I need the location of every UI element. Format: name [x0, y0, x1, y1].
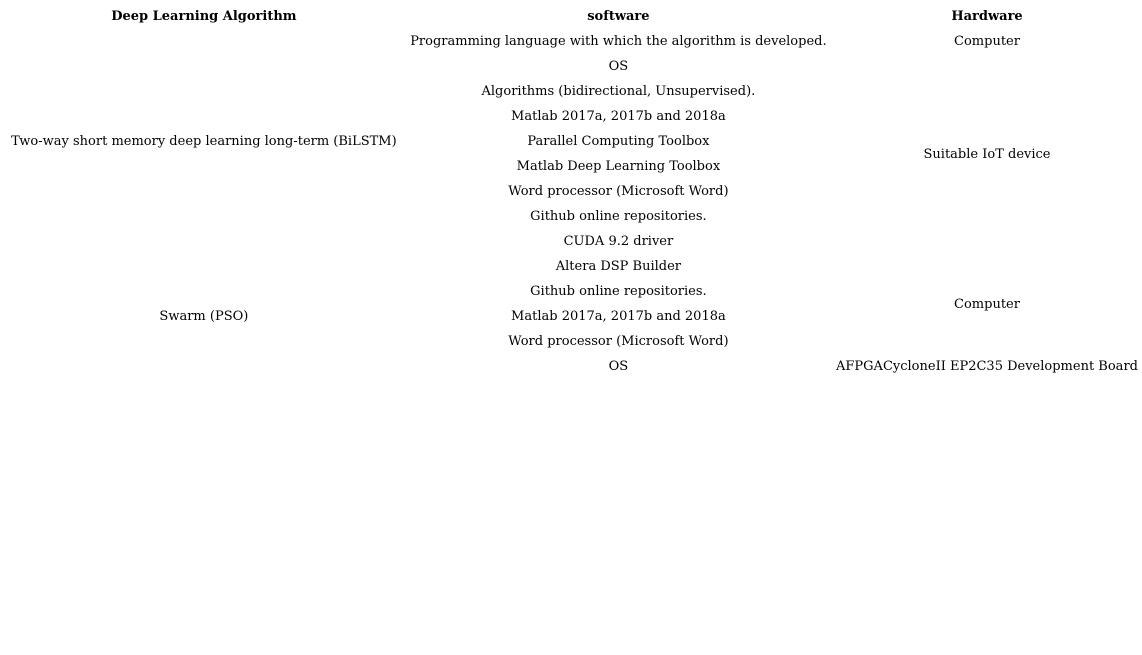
software-cell: OS — [608, 359, 629, 374]
software-hardware-table — [3, 4, 1142, 379]
hardware-cell: Computer — [954, 296, 1020, 312]
software-cell: Word processor (Microsoft Word) — [508, 334, 729, 349]
software-cell: Word processor (Microsoft Word) — [508, 184, 729, 199]
software-cell: OS — [608, 59, 629, 74]
software-cell: Matlab 2017a, 2017b and 2018a — [511, 309, 726, 324]
software-cell: Matlab Deep Learning Toolbox — [516, 159, 721, 174]
software-cell: CUDA 9.2 driver — [563, 234, 674, 249]
software-cell: Github online repositories. — [530, 209, 707, 224]
page — [0, 4, 1142, 655]
hardware-cell: AFPGACycloneII EP2C35 Development Board — [836, 359, 1138, 374]
header-algorithm: Deep Learning Algorithm — [111, 9, 297, 24]
algorithm-cell: Swarm (PSO) — [159, 309, 249, 324]
software-cell: Altera DSP Builder — [555, 259, 682, 274]
hardware-cell: Computer — [954, 34, 1020, 49]
software-cell: Github online repositories. — [530, 284, 707, 299]
software-cell: Matlab 2017a, 2017b and 2018a — [511, 109, 726, 124]
table-row — [3, 254, 1142, 279]
software-cell: Algorithms (bidirectional, Unsupervised). — [481, 84, 756, 99]
header-hardware: Hardware — [951, 9, 1023, 24]
software-cell: Parallel Computing Toolbox — [527, 134, 710, 149]
hardware-cell: Suitable IoT device — [923, 146, 1051, 162]
header-row — [3, 4, 1142, 29]
software-cell: Programming language with which the algorithm is developed. — [410, 34, 827, 49]
algorithm-cell: Two-way short memory deep learning long-term (BiLSTM) — [11, 134, 397, 149]
table-row — [3, 29, 1142, 54]
header-software: software — [587, 9, 650, 24]
